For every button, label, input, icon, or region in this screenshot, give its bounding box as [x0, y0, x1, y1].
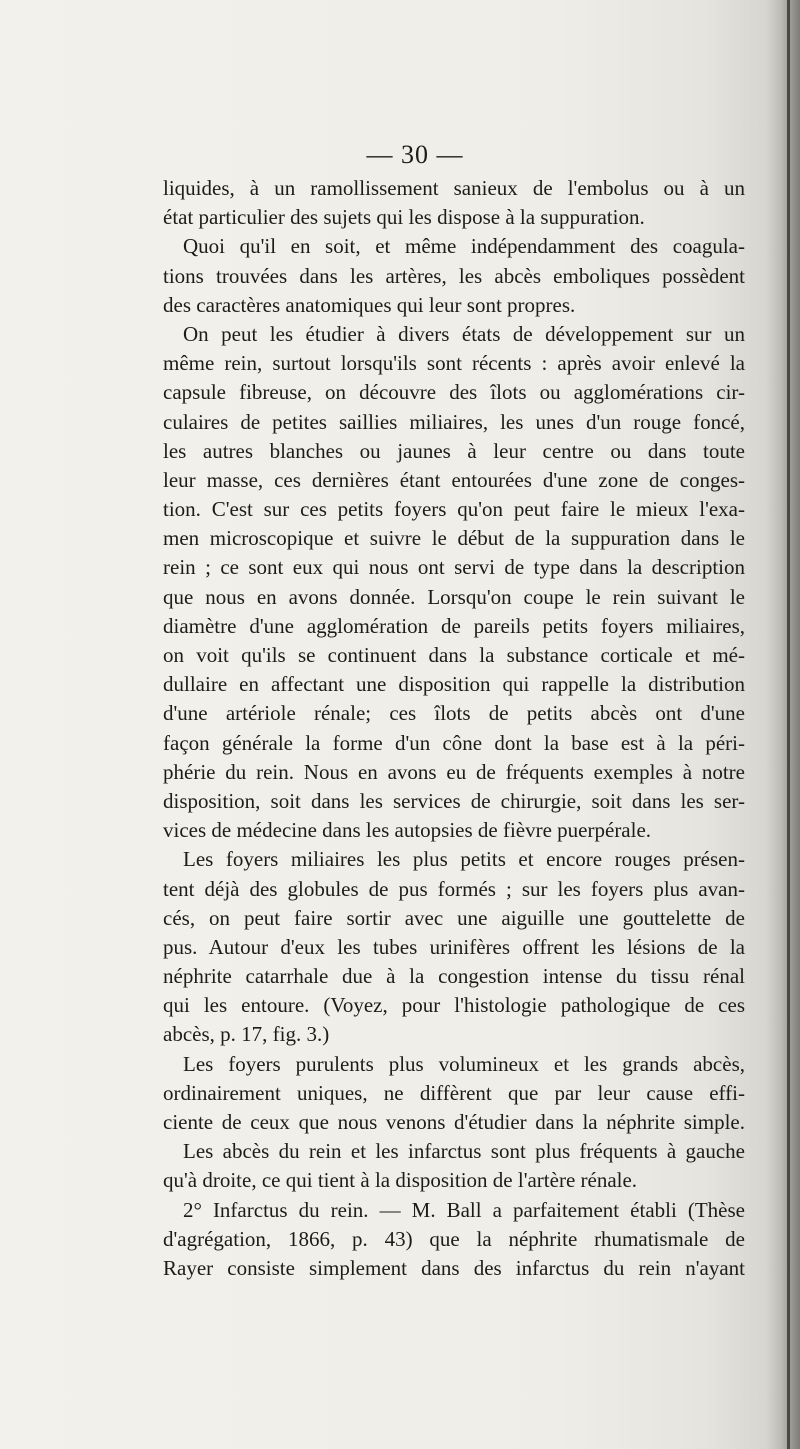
text-line: liquides, à un ramollissement sanieux de l'embolus ou à un [163, 176, 745, 200]
text-line: ordinairement uniques, ne diffèrent que par leur cause effi- [163, 1080, 745, 1105]
text-line: d'une artériole rénale; ces îlots de petits abcès ont d'une [163, 701, 745, 726]
text-line: phérie du rein. Nous en avons eu de fréquents exemples à notre [163, 759, 745, 784]
text-line: capsule fibreuse, on découvre des îlots ou agglomérations cir- [163, 380, 745, 405]
text-line: que nous en avons donnée. Lorsqu'on coupe le rein suivant le [163, 584, 745, 609]
text-line: les autres blanches ou jaunes à leur centre ou dans toute [163, 438, 745, 463]
body-text [163, 174, 745, 1283]
text-line: Les foyers miliaires les plus petits et encore rouges présen- [183, 847, 745, 872]
text-line: des caractères anatomiques qui leur sont propres. [163, 292, 576, 317]
text-line: abcès, p. 17, fig. 3.) [163, 1022, 330, 1047]
text-line: disposition, soit dans les services de chirurgie, soit dans les ser- [163, 788, 745, 813]
text-line: vices de médecine dans les autopsies de fièvre puerpérale. [163, 818, 652, 843]
text-line: ciente de ceux que nous venons d'étudier dans la néphrite simple. [163, 1110, 745, 1134]
text-line: Les foyers purulents plus volumineux et les grands abcès, [183, 1051, 745, 1076]
text-line: Quoi qu'il en soit, et même indépendamment des coagula- [183, 234, 745, 259]
text-line: men microscopique et suivre le début de la suppuration dans le [163, 526, 745, 551]
text-line: néphrite catarrhale due à la congestion intense du tissu rénal [163, 964, 745, 989]
text-line: même rein, surtout lorsqu'ils sont récents : après avoir enlevé la [163, 351, 745, 376]
page-edge-line [787, 0, 790, 1449]
text-line: On peut les étudier à divers états de développement sur un [183, 321, 745, 346]
text-line: pus. Autour d'eux les tubes urinifères offrent les lésions de la [163, 934, 745, 959]
page-edge-shadow [766, 0, 800, 1449]
text-line: façon générale la forme d'un cône dont la base est à la péri- [163, 730, 745, 755]
text-line: Les abcès du rein et les infarctus sont plus fréquents à gauche [183, 1139, 745, 1164]
text-line: diamètre d'une agglomération de pareils petits foyers miliaires, [163, 613, 745, 638]
text-line: culaires de petites saillies miliaires, les unes d'un rouge foncé, [163, 409, 745, 434]
text-line: état particulier des sujets qui les dispose à la suppuration. [163, 205, 645, 230]
text-line: cés, on peut faire sortir avec une aiguille une gouttelette de [163, 905, 745, 930]
text-line: qu'à droite, ce qui tient à la disposition de l'artère rénale. [163, 1168, 638, 1193]
text-line: d'agrégation, 1866, p. 43) que la néphrite rhumatismale de [163, 1226, 745, 1251]
text-line: on voit qu'ils se continuent dans la substance corticale et mé- [163, 643, 745, 667]
text-line: Rayer consiste simplement dans des infarctus du rein n'ayant [163, 1255, 745, 1280]
text-line: leur masse, ces dernières étant entourées d'une zone de conges- [163, 467, 745, 492]
text-line: rein ; ce sont eux qui nous ont servi de type dans la description [163, 555, 745, 580]
text-line: tion. C'est sur ces petits foyers qu'on peut faire le mieux l'exa- [163, 497, 745, 522]
text-line: dullaire en affectant une disposition qui rappelle la distribution [163, 672, 745, 697]
text-line: qui les entoure. (Voyez, pour l'histologie pathologique de ces [163, 993, 745, 1018]
page-number: — 30 — [366, 140, 464, 169]
text-line: tent déjà des globules de pus formés ; sur les foyers plus avan- [163, 876, 745, 901]
text-line: tions trouvées dans les artères, les abcès emboliques possèdent [163, 263, 745, 288]
text-line: 2° Infarctus du rein. — M. Ball a parfaitement établi (Thèse [183, 1197, 745, 1222]
